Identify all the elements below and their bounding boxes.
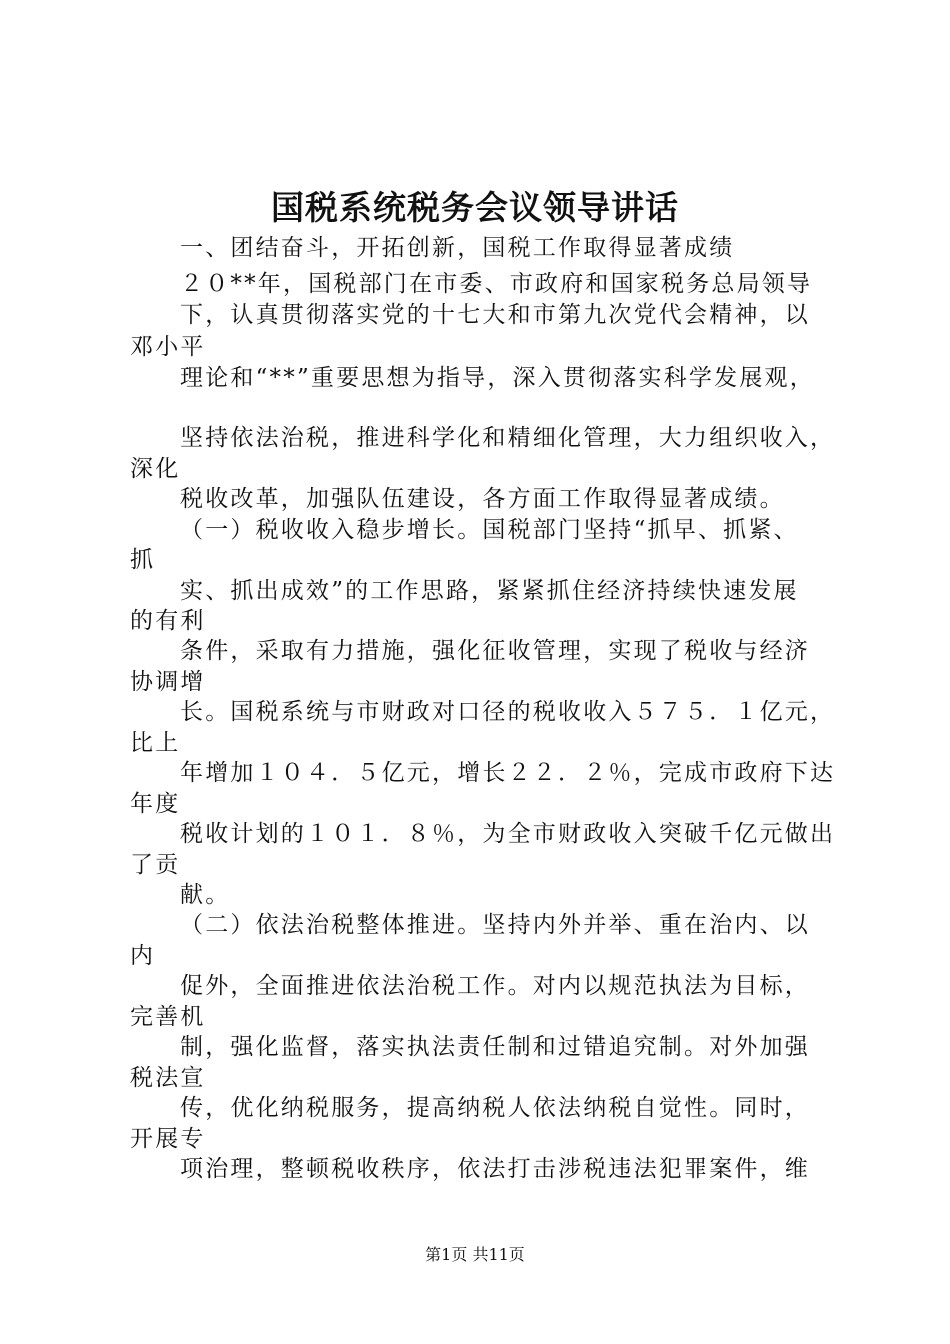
body-line: 比上 — [130, 730, 181, 756]
body-line: 税法宣 — [130, 1065, 206, 1091]
body-line: 坚持依法治税，推进科学化和精细化管理，大力组织收入， — [180, 425, 836, 451]
body-line: 理论和“**”重要思想为指导，深入贯彻落实科学发展观， — [180, 365, 815, 391]
body-line: ２０**年，国税部门在市委、市政府和国家税务总局领导 — [180, 271, 813, 297]
body-line: 下，认真贯彻落实党的十七大和市第九次党代会精神，以 — [180, 302, 810, 328]
page-number: 第1页 共11页 — [425, 1245, 525, 1264]
body-line: 条件，采取有力措施，强化征收管理，实现了税收与经济 — [180, 638, 810, 664]
body-line: 邓小平 — [130, 334, 206, 360]
body-line: 深化 — [130, 456, 181, 482]
body-line: 献。 — [180, 882, 231, 908]
body-line: 促外，全面推进依法治税工作。对内以规范执法为目标， — [180, 973, 810, 999]
body-line: 实、抓出成效”的工作思路，紧紧抓住经济持续快速发展 — [180, 578, 799, 604]
body-line: 开展专 — [130, 1126, 206, 1152]
body-line: 完善机 — [130, 1004, 206, 1030]
body-line: 协调增 — [130, 669, 206, 695]
body-line: 的有利 — [130, 608, 206, 634]
body-line: 内 — [130, 943, 156, 969]
body-line: 长。国税系统与市财政对口径的税收收入５７５．１亿元， — [180, 699, 836, 725]
document-title: 国税系统税务会议领导讲话 — [271, 188, 679, 227]
body-line: 抓 — [130, 547, 156, 573]
body-line: 一、团结奋斗，开拓创新，国税工作取得显著成绩 — [180, 235, 735, 261]
body-line: 了贡 — [130, 852, 181, 878]
body-line: 制，强化监督，落实执法责任制和过错追究制。对外加强 — [180, 1034, 810, 1060]
body-line: 年度 — [130, 791, 181, 817]
body-line: （二）依法治税整体推进。坚持内外并举、重在治内、以 — [180, 912, 810, 938]
body-line: 传，优化纳税服务，提高纳税人依法纳税自觉性。同时， — [180, 1095, 810, 1121]
body-line: 年增加１０４．５亿元，增长２２．２％，完成市政府下达 — [180, 760, 836, 786]
body-line: （一）税收收入稳步增长。国税部门坚持“抓早、抓紧、 — [180, 517, 799, 543]
body-line: 项治理，整顿税收秩序，依法打击涉税违法犯罪案件，维 — [180, 1156, 810, 1182]
body-line: 税收计划的１０１．８％，为全市财政收入突破千亿元做出 — [180, 821, 836, 847]
body-line: 税收改革，加强队伍建设，各方面工作取得显著成绩。 — [180, 486, 785, 512]
